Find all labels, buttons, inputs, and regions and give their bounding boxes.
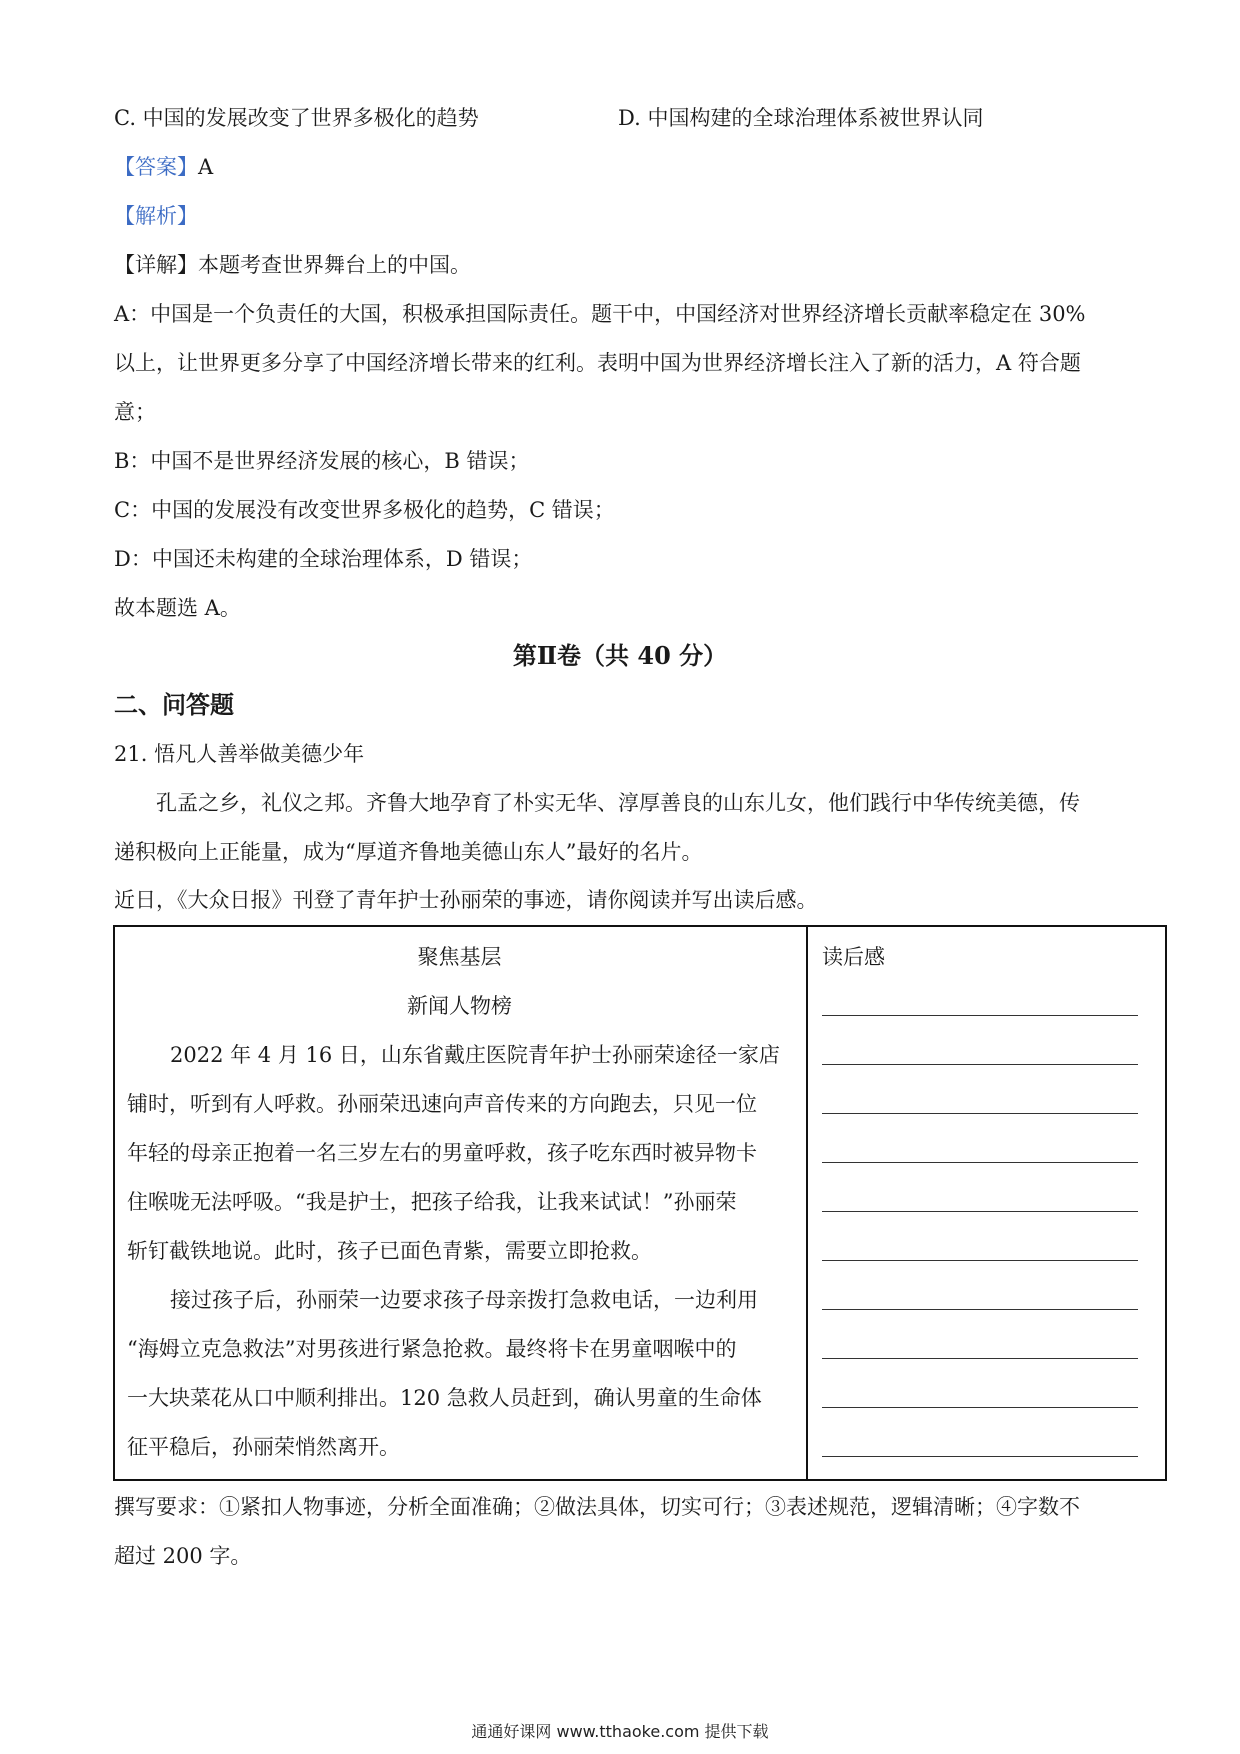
news-line: 年轻的母亲正抱着一名三岁左右的男童呼救，孩子吃东西时被异物卡 (127, 1141, 757, 1165)
news-heading-1: 聚焦基层 (417, 945, 502, 969)
news-line: 一大块菜花从口中顺利排出。120 急救人员赶到，确认男童的生命体 (127, 1386, 762, 1410)
footer-text: 通通好课网 www.tthaoke.com 提供下载 (471, 1722, 769, 1741)
intro-line-1: 孔孟之乡，礼仪之邦。齐鲁大地孕育了朴实无华、淳厚善良的山东儿女，他们践行中华传统美德，传 (156, 791, 1080, 815)
writing-line[interactable] (822, 1456, 1138, 1457)
question-title: 21. 悟凡人善举做美德少年 (114, 742, 365, 766)
response-label: 读后感 (822, 945, 885, 969)
volume-title: 第Ⅱ卷（共 40 分） (512, 641, 728, 670)
task-line: 近日，《大众日报》刊登了青年护士孙丽荣的事迹，请你阅读并写出读后感。 (114, 888, 818, 912)
analysis-line-a3: 意； (114, 400, 156, 424)
part-title: 二、问答题 (114, 690, 234, 719)
intro-line-2: 递积极向上正能量，成为“厚道齐鲁地美德山东人”最好的名片。 (114, 840, 703, 864)
analysis-line-c: C：中国的发展没有改变世界多极化的趋势，C 错误； (114, 498, 615, 522)
writing-line[interactable] (822, 1358, 1138, 1359)
requirements-line-2: 超过 200 字。 (114, 1544, 252, 1568)
news-line: 斩钉截铁地说。此时，孩子已面色青紫，需要立即抢救。 (127, 1239, 652, 1263)
answer-line (114, 155, 213, 180)
analysis-line-a1: A：中国是一个负责任的大国，积极承担国际责任。题干中，中国经济对世界经济增长贡献率稳定在 30% (114, 302, 1086, 326)
news-line: 铺时，听到有人呼救。孙丽荣迅速向声音传来的方向跑去，只见一位 (127, 1092, 757, 1116)
writing-line[interactable] (822, 1113, 1138, 1114)
writing-line[interactable] (822, 1407, 1138, 1408)
table-divider (806, 925, 808, 1481)
option-c: C. 中国的发展改变了世界多极化的趋势 (114, 106, 479, 130)
news-line: 接过孩子后，孙丽荣一边要求孩子母亲拨打急救电话，一边利用 (170, 1288, 758, 1312)
news-line: 住喉咙无法呼吸。“我是护士，把孩子给我，让我来试试！”孙丽荣 (127, 1190, 737, 1214)
analysis-line-a2: 以上，让世界更多分享了中国经济增长带来的红利。表明中国为世界经济增长注入了新的活力，A 符合题 (114, 351, 1081, 375)
writing-line[interactable] (822, 1162, 1138, 1163)
option-d: D. 中国构建的全球治理体系被世界认同 (618, 106, 984, 130)
writing-line[interactable] (822, 1260, 1138, 1261)
writing-line[interactable] (822, 1015, 1138, 1016)
answer-value: A (198, 155, 214, 179)
analysis-line-d: D：中国还未构建的全球治理体系，D 错误； (114, 547, 533, 571)
analysis-line-b: B：中国不是世界经济发展的核心，B 错误； (114, 449, 530, 473)
writing-line[interactable] (822, 1064, 1138, 1065)
writing-line[interactable] (822, 1309, 1138, 1310)
answer-label: 【答案】 (114, 155, 198, 179)
news-line: 2022 年 4 月 16 日，山东省戴庄医院青年护士孙丽荣途径一家店 (170, 1043, 780, 1067)
analysis-conclusion: 故本题选 A。 (114, 596, 241, 620)
news-line: “海姆立克急救法”对男孩进行紧急抢救。最终将卡在男童咽喉中的 (127, 1337, 737, 1361)
writing-line[interactable] (822, 1211, 1138, 1212)
requirements-line-1: 撰写要求：①紧扣人物事迹，分析全面准确；②做法具体，切实可行；③表述规范，逻辑清晰；④字数不 (114, 1495, 1080, 1519)
analysis-detail: 【详解】本题考查世界舞台上的中国。 (114, 253, 471, 277)
news-line: 征平稳后，孙丽荣悄然离开。 (127, 1435, 400, 1459)
analysis-label: 【解析】 (114, 204, 198, 228)
news-heading-2: 新闻人物榜 (407, 994, 512, 1018)
